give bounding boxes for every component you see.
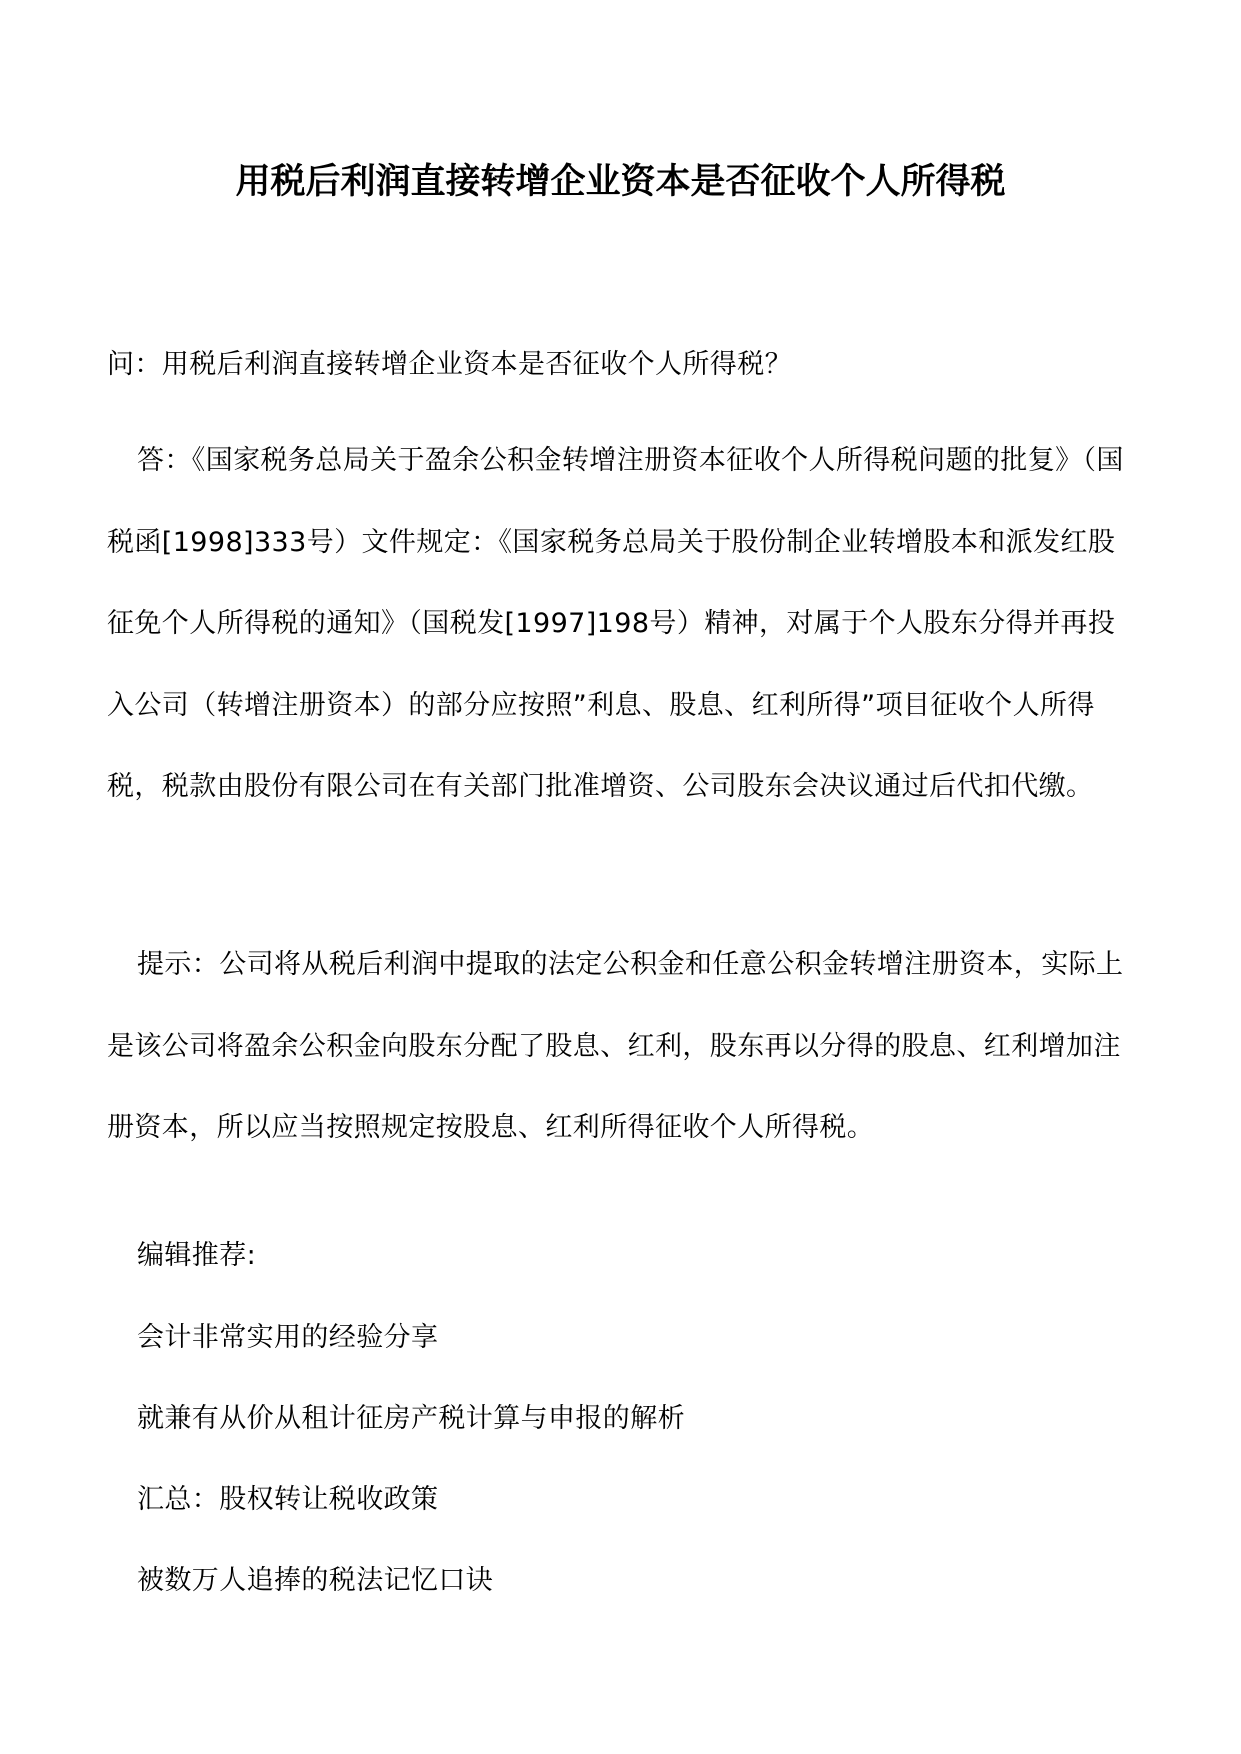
recommend-link[interactable]: 汇总：股权转让税收政策 [137,1484,439,1515]
recommend-link[interactable]: 会计非常实用的经验分享 [137,1322,439,1353]
answer-paragraph: 答：《国家税务总局关于盈余公积金转增注册资本征收个人所得税问题的批复》（国税函[1998]333号）文件规定：《国家税务总局关于股份制企业转增股本和派发红股征免个人所得税的通知》（国税发[1997]198号）精神，对属于个人股东分得并再投入公司（转增注册资本）的部分应按照”利息、股息、红利所得”项目征收个人所得税，税款由股份有限公司在有关部门批准增资、公司股东会决议通过后代扣代缴。 [107,445,1124,802]
question-paragraph: 问：用税后利润直接转增企业资本是否征收个人所得税？ [107,349,792,380]
recommend-link[interactable]: 被数万人追捧的税法记忆口诀 [137,1565,494,1596]
document-title: 用税后利润直接转增企业资本是否征收个人所得税 [235,161,1006,202]
recommend-list [137,1318,685,1601]
tip-paragraph: 提示：公司将从税后利润中提取的法定公积金和任意公积金转增注册资本，实际上是该公司将盈余公积金向股东分配了股息、红利，股东再以分得的股息、红利增加注册资本，所以应当按照规定按股息、红利所得征收个人所得税。 [107,949,1124,1143]
recommend-link[interactable]: 就兼有从价从租计征房产税计算与申报的解析 [137,1403,685,1434]
recommend-label: 编辑推荐: [137,1240,257,1271]
